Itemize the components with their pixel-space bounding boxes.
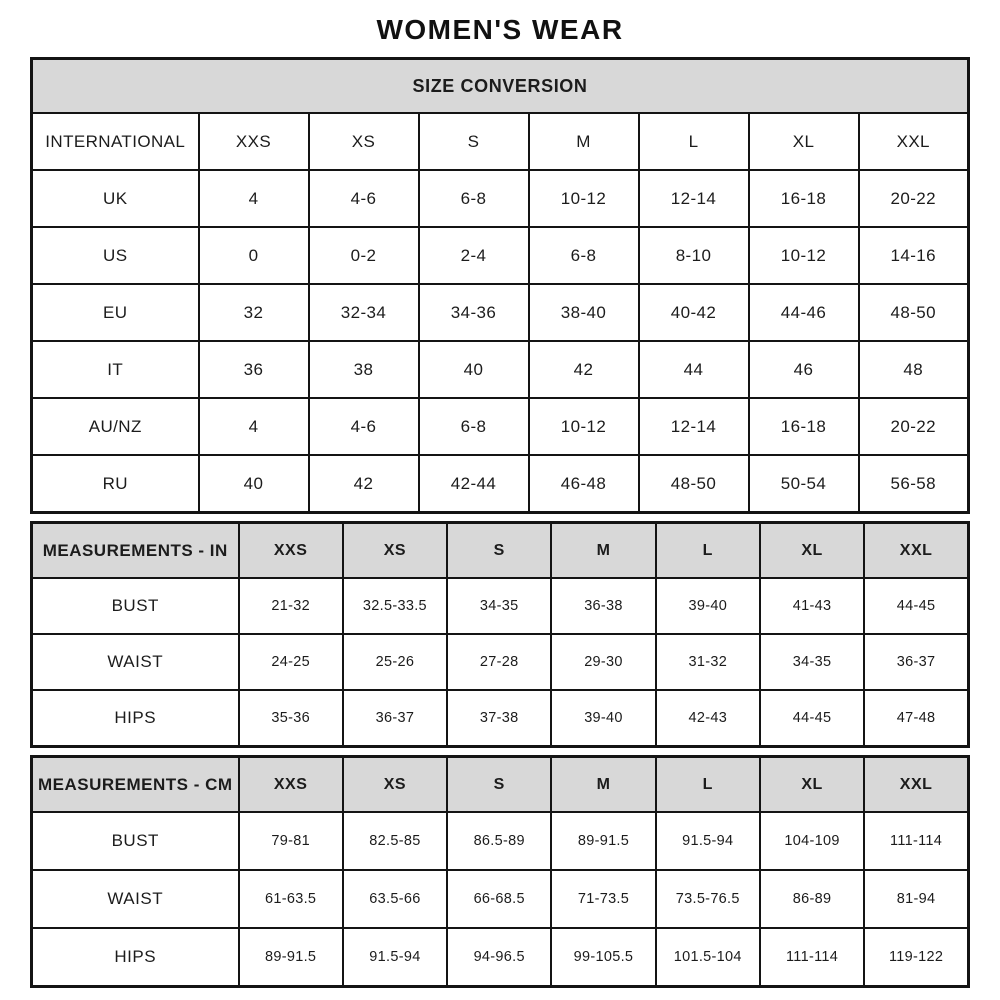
value-cell-hips-m: 39-40 [551, 690, 655, 747]
value-cell-bust-xs: 82.5-85 [343, 812, 447, 870]
value-cell-ru-s: 42-44 [419, 455, 529, 513]
column-header-s: S [447, 757, 551, 813]
value-cell-waist-l: 73.5-76.5 [656, 870, 760, 928]
value-cell-eu-xxl: 48-50 [859, 284, 969, 341]
row-label-it: IT [32, 341, 199, 398]
value-cell-it-m: 42 [529, 341, 639, 398]
page-title: WOMEN'S WEAR [376, 14, 624, 45]
value-cell-ru-xs: 42 [309, 455, 419, 513]
value-cell-waist-xl: 34-35 [760, 634, 864, 690]
column-header-l: L [656, 757, 760, 813]
value-cell-waist-xl: 86-89 [760, 870, 864, 928]
column-header-l: L [639, 113, 749, 170]
value-cell-eu-xxs: 32 [199, 284, 309, 341]
table-row-bust [32, 578, 969, 634]
table-row-it [32, 341, 969, 398]
value-cell-us-xs: 0-2 [309, 227, 419, 284]
value-cell-uk-s: 6-8 [419, 170, 529, 227]
table-row-ru [32, 455, 969, 513]
measurements-cm-table [30, 755, 970, 988]
size-conversion-header-row [32, 113, 969, 170]
column-header-xxl: XXL [864, 523, 968, 579]
value-cell-us-s: 2-4 [419, 227, 529, 284]
value-cell-us-m: 6-8 [529, 227, 639, 284]
value-cell-au-nz-xxl: 20-22 [859, 398, 969, 455]
value-cell-it-xxs: 36 [199, 341, 309, 398]
table-row-waist [32, 870, 969, 928]
value-cell-hips-xs: 91.5-94 [343, 928, 447, 987]
table-row-bust [32, 812, 969, 870]
value-cell-us-xxl: 14-16 [859, 227, 969, 284]
value-cell-hips-s: 94-96.5 [447, 928, 551, 987]
column-header-m: M [551, 523, 655, 579]
value-cell-uk-xl: 16-18 [749, 170, 859, 227]
value-cell-eu-xs: 32-34 [309, 284, 419, 341]
measurements-in-header-row [32, 523, 969, 579]
measurements-cm-header-label: MEASUREMENTS - CM [32, 757, 239, 813]
column-header-xl: XL [760, 523, 864, 579]
value-cell-bust-xl: 41-43 [760, 578, 864, 634]
row-label-waist: WAIST [32, 870, 239, 928]
value-cell-waist-xs: 25-26 [343, 634, 447, 690]
value-cell-bust-xl: 104-109 [760, 812, 864, 870]
column-header-xs: XS [343, 523, 447, 579]
value-cell-bust-s: 34-35 [447, 578, 551, 634]
table-row-us [32, 227, 969, 284]
row-label-au-nz: AU/NZ [32, 398, 199, 455]
value-cell-it-l: 44 [639, 341, 749, 398]
column-header-s: S [447, 523, 551, 579]
value-cell-bust-xxl: 111-114 [864, 812, 968, 870]
value-cell-bust-xxs: 79-81 [239, 812, 343, 870]
column-header-xs: XS [343, 757, 447, 813]
value-cell-uk-xs: 4-6 [309, 170, 419, 227]
value-cell-bust-m: 89-91.5 [551, 812, 655, 870]
value-cell-us-xxs: 0 [199, 227, 309, 284]
value-cell-bust-s: 86.5-89 [447, 812, 551, 870]
column-header-xxs: XXS [239, 757, 343, 813]
value-cell-bust-xxs: 21-32 [239, 578, 343, 634]
measurements-in-table [30, 521, 970, 748]
column-header-m: M [551, 757, 655, 813]
row-label-bust: BUST [32, 812, 239, 870]
value-cell-eu-s: 34-36 [419, 284, 529, 341]
value-cell-hips-xxl: 119-122 [864, 928, 968, 987]
value-cell-au-nz-l: 12-14 [639, 398, 749, 455]
value-cell-waist-xxl: 81-94 [864, 870, 968, 928]
size-conversion-banner: SIZE CONVERSION [32, 59, 969, 114]
column-header-xxs: XXS [199, 113, 309, 170]
value-cell-au-nz-xxs: 4 [199, 398, 309, 455]
column-header-l: L [656, 523, 760, 579]
size-conversion-header-label: INTERNATIONAL [32, 113, 199, 170]
value-cell-eu-l: 40-42 [639, 284, 749, 341]
column-header-xxs: XXS [239, 523, 343, 579]
value-cell-au-nz-m: 10-12 [529, 398, 639, 455]
table-row-hips [32, 928, 969, 987]
value-cell-ru-m: 46-48 [529, 455, 639, 513]
column-header-xl: XL [760, 757, 864, 813]
value-cell-hips-xxs: 89-91.5 [239, 928, 343, 987]
value-cell-waist-s: 66-68.5 [447, 870, 551, 928]
value-cell-bust-l: 39-40 [656, 578, 760, 634]
row-label-us: US [32, 227, 199, 284]
column-header-m: M [529, 113, 639, 170]
value-cell-hips-xl: 44-45 [760, 690, 864, 747]
measurements-in-header-label: MEASUREMENTS - IN [32, 523, 239, 579]
value-cell-ru-l: 48-50 [639, 455, 749, 513]
table-row-hips [32, 690, 969, 747]
value-cell-it-xl: 46 [749, 341, 859, 398]
value-cell-ru-xxl: 56-58 [859, 455, 969, 513]
row-label-waist: WAIST [32, 634, 239, 690]
value-cell-uk-xxs: 4 [199, 170, 309, 227]
measurements-cm-header-row [32, 757, 969, 813]
value-cell-waist-xxs: 24-25 [239, 634, 343, 690]
value-cell-us-xl: 10-12 [749, 227, 859, 284]
column-header-s: S [419, 113, 529, 170]
table-row-au-nz [32, 398, 969, 455]
value-cell-bust-xs: 32.5-33.5 [343, 578, 447, 634]
column-header-xxl: XXL [864, 757, 968, 813]
row-label-hips: HIPS [32, 928, 239, 987]
value-cell-uk-m: 10-12 [529, 170, 639, 227]
value-cell-bust-xxl: 44-45 [864, 578, 968, 634]
value-cell-us-l: 8-10 [639, 227, 749, 284]
value-cell-waist-xxl: 36-37 [864, 634, 968, 690]
value-cell-waist-l: 31-32 [656, 634, 760, 690]
value-cell-eu-xl: 44-46 [749, 284, 859, 341]
column-header-xs: XS [309, 113, 419, 170]
row-label-eu: EU [32, 284, 199, 341]
value-cell-waist-xxs: 61-63.5 [239, 870, 343, 928]
value-cell-it-xxl: 48 [859, 341, 969, 398]
value-cell-au-nz-xs: 4-6 [309, 398, 419, 455]
value-cell-uk-xxl: 20-22 [859, 170, 969, 227]
value-cell-hips-xxs: 35-36 [239, 690, 343, 747]
value-cell-au-nz-s: 6-8 [419, 398, 529, 455]
table-row-waist [32, 634, 969, 690]
row-label-ru: RU [32, 455, 199, 513]
value-cell-ru-xxs: 40 [199, 455, 309, 513]
value-cell-waist-m: 29-30 [551, 634, 655, 690]
value-cell-au-nz-xl: 16-18 [749, 398, 859, 455]
column-header-xl: XL [749, 113, 859, 170]
value-cell-eu-m: 38-40 [529, 284, 639, 341]
value-cell-waist-xs: 63.5-66 [343, 870, 447, 928]
value-cell-hips-l: 101.5-104 [656, 928, 760, 987]
value-cell-waist-s: 27-28 [447, 634, 551, 690]
table-row-eu [32, 284, 969, 341]
value-cell-waist-m: 71-73.5 [551, 870, 655, 928]
value-cell-it-xs: 38 [309, 341, 419, 398]
row-label-uk: UK [32, 170, 199, 227]
value-cell-hips-xxl: 47-48 [864, 690, 968, 747]
value-cell-hips-l: 42-43 [656, 690, 760, 747]
size-conversion-table [30, 57, 970, 514]
value-cell-hips-s: 37-38 [447, 690, 551, 747]
column-header-xxl: XXL [859, 113, 969, 170]
table-row-uk [32, 170, 969, 227]
value-cell-hips-m: 99-105.5 [551, 928, 655, 987]
value-cell-bust-l: 91.5-94 [656, 812, 760, 870]
value-cell-ru-xl: 50-54 [749, 455, 859, 513]
value-cell-bust-m: 36-38 [551, 578, 655, 634]
value-cell-hips-xl: 111-114 [760, 928, 864, 987]
row-label-bust: BUST [32, 578, 239, 634]
value-cell-it-s: 40 [419, 341, 529, 398]
value-cell-hips-xs: 36-37 [343, 690, 447, 747]
value-cell-uk-l: 12-14 [639, 170, 749, 227]
row-label-hips: HIPS [32, 690, 239, 747]
